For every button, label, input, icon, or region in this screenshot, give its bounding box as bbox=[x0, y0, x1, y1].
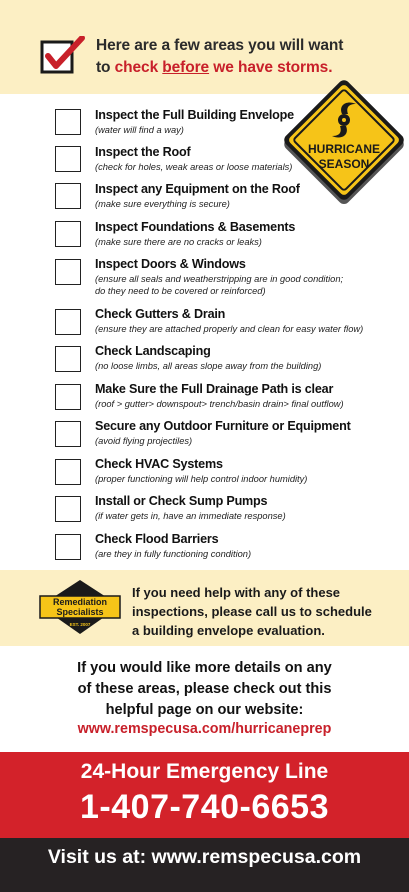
checkbox[interactable] bbox=[55, 183, 81, 209]
hurricane-season-sign bbox=[282, 74, 406, 214]
checkbox[interactable] bbox=[55, 534, 81, 560]
checklist-item-title: Check Landscaping bbox=[95, 344, 211, 358]
checkbox[interactable] bbox=[55, 421, 81, 447]
details-message bbox=[0, 658, 409, 721]
checklist-item-title: Inspect any Equipment on the Roof bbox=[95, 182, 300, 196]
header-heading bbox=[96, 35, 396, 79]
checkbox-checked-icon bbox=[40, 36, 86, 76]
checklist-item-note: (if water gets in, have an immediate response) bbox=[95, 511, 286, 521]
emergency-band bbox=[0, 752, 409, 838]
footer-band bbox=[0, 838, 409, 892]
checklist-item-title: Check HVAC Systems bbox=[95, 457, 223, 471]
header-line-1: Here are a few areas you will want bbox=[96, 37, 344, 54]
checklist-item-note: (make sure there are no cracks or leaks) bbox=[95, 237, 262, 247]
details-line-3: helpful page on our website: bbox=[105, 702, 304, 718]
checkbox[interactable] bbox=[55, 384, 81, 410]
checklist-item-note: (ensure they are attached properly and clean for easy water flow) bbox=[95, 324, 364, 334]
details-line-2: of these areas, please check out this bbox=[77, 681, 332, 697]
hurricane-prep-link[interactable]: www.remspecusa.com/hurricaneprep bbox=[77, 721, 332, 737]
checklist-item-title: Inspect Foundations & Basements bbox=[95, 220, 296, 234]
checklist-item-note: (proper functioning will help control indoor humidity) bbox=[95, 474, 308, 484]
checkbox[interactable] bbox=[55, 146, 81, 172]
checklist-item-title: Make Sure the Full Drainage Path is clear bbox=[95, 382, 334, 396]
checklist-item-title: Check Flood Barriers bbox=[95, 532, 219, 546]
logo-est: EST. 2007 bbox=[69, 622, 91, 627]
checklist-item-title: Inspect the Full Building Envelope bbox=[95, 108, 294, 122]
help-message bbox=[132, 583, 372, 640]
checklist-item-title: Inspect Doors & Windows bbox=[95, 257, 246, 271]
checkbox[interactable] bbox=[55, 496, 81, 522]
checkbox[interactable] bbox=[55, 109, 81, 135]
remediation-specialists-logo bbox=[38, 578, 122, 636]
checklist-item-note: do they need to be covered or reinforced) bbox=[95, 286, 266, 296]
help-line-3: a building envelope evaluation. bbox=[132, 623, 325, 638]
checklist-item-note: (water will find a way) bbox=[95, 125, 184, 135]
checklist-item-title: Install or Check Sump Pumps bbox=[95, 494, 268, 508]
checkbox[interactable] bbox=[55, 221, 81, 247]
checklist-item-note: (make sure everything is secure) bbox=[95, 199, 230, 209]
sign-line-2: SEASON bbox=[318, 157, 370, 171]
emergency-phone[interactable]: 1-407-740-6653 bbox=[80, 788, 329, 826]
checklist-item-note: (no loose limbs, all areas slope away from the building) bbox=[95, 361, 322, 371]
logo-line-2: Specialists bbox=[56, 607, 104, 617]
emergency-title: 24-Hour Emergency Line bbox=[80, 760, 329, 783]
checklist-item-title: Secure any Outdoor Furniture or Equipment bbox=[95, 419, 351, 433]
header-line-2-prefix: to bbox=[96, 59, 115, 76]
header-before-word: before bbox=[162, 59, 210, 76]
checkbox[interactable] bbox=[55, 309, 81, 335]
checklist-item-title: Inspect the Roof bbox=[95, 145, 191, 159]
footer-website[interactable]: Visit us at: www.remspecusa.com bbox=[47, 846, 362, 868]
checkbox[interactable] bbox=[55, 459, 81, 485]
checklist-item-note: (are they in fully functioning condition) bbox=[95, 549, 252, 559]
help-line-2: inspections, please call us to schedule bbox=[132, 604, 372, 619]
header-line-2-suffix: we have storms. bbox=[209, 59, 333, 76]
checklist-item-note: (roof > gutter> downspout> trench/basin drain> final outflow) bbox=[95, 399, 344, 409]
checkbox[interactable] bbox=[55, 259, 81, 285]
checklist-item-note: (avoid flying projectiles) bbox=[95, 436, 193, 446]
sign-line-1: HURRICANE bbox=[308, 142, 380, 156]
checklist-item-title: Check Gutters & Drain bbox=[95, 307, 226, 321]
checklist-item-note: (ensure all seals and weatherstripping are in good condition; bbox=[95, 274, 344, 284]
checklist-item-note: (check for holes, weak areas or loose materials) bbox=[95, 162, 293, 172]
details-line-1: If you would like more details on any bbox=[77, 660, 332, 676]
help-line-1: If you need help with any of these bbox=[132, 585, 341, 600]
header-check-word: check bbox=[114, 59, 163, 76]
logo-line-1: Remediation bbox=[52, 597, 108, 607]
checkbox[interactable] bbox=[55, 346, 81, 372]
